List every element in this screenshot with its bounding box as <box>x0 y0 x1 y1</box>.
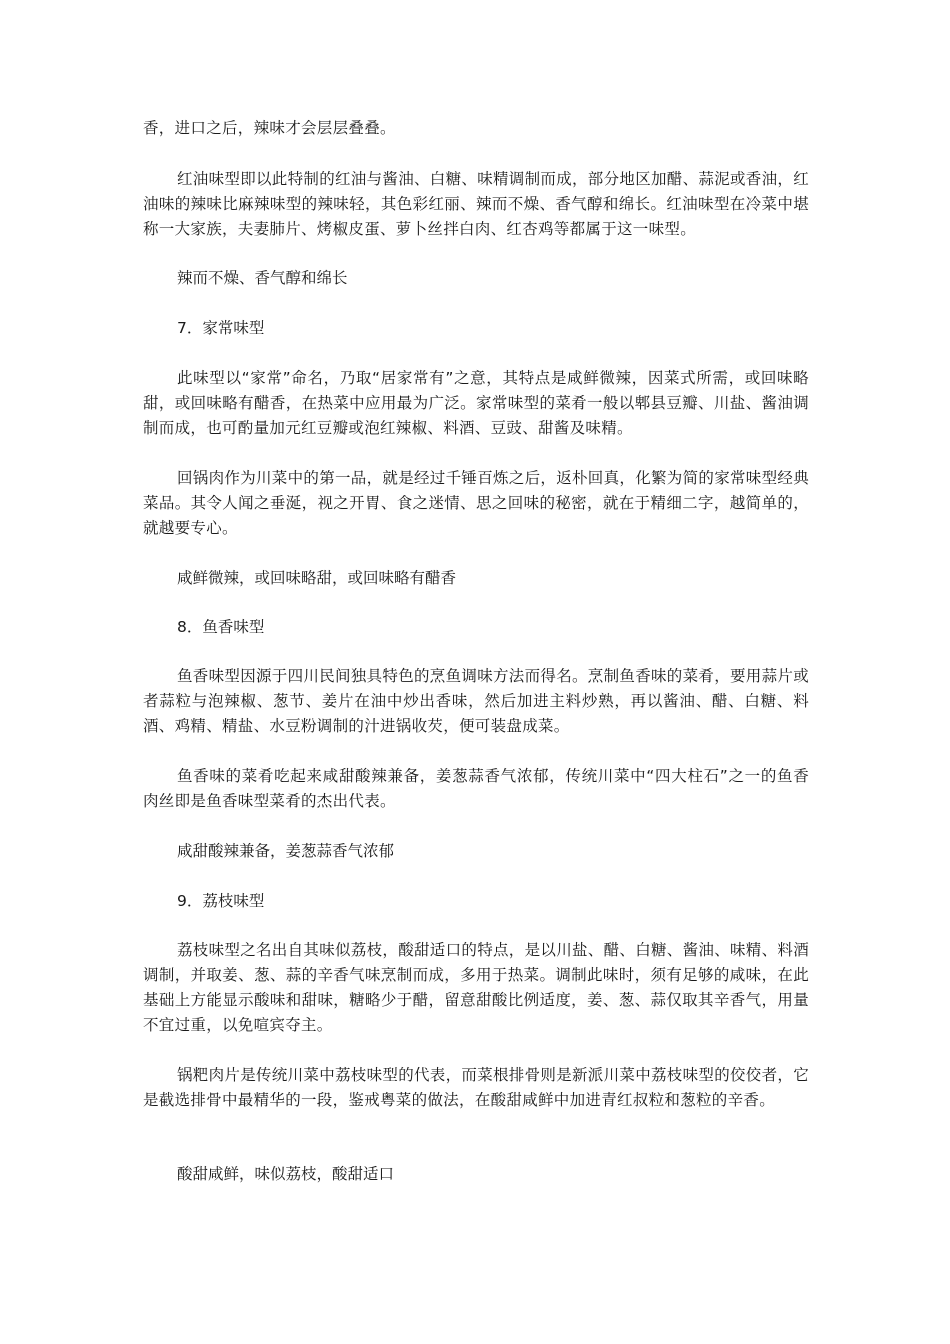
section-heading-7: 7．家常味型 <box>177 319 265 337</box>
section-heading-8: 8．鱼香味型 <box>177 618 265 636</box>
paragraph-jiachang-intro: 此味型以“家常”命名，乃取“居家常有”之意，其特点是咸鲜微辣，因菜式所需，或回味略甜，或回味略有醋香，在热菜中应用最为广泛。家常味型的菜肴一般以郫县豆瓣、川盐、酱油调制而成，也可酌量加元红豆瓣或泡红辣椒、料酒、豆豉、甜酱及味精。 <box>143 369 809 437</box>
summary-lizhi: 酸甜咸鲜，味似荔枝，酸甜适口 <box>177 1165 395 1183</box>
paragraph-yuxiang-rousi: 鱼香味的菜肴吃起来咸甜酸辣兼备，姜葱蒜香气浓郁，传统川菜中“四大柱石”之一的鱼香肉丝即是鱼香味型菜肴的杰出代表。 <box>143 767 809 810</box>
paragraph-continuation: 香，进口之后，辣味才会层层叠叠。 <box>143 119 396 137</box>
paragraph-huiguorou: 回锅肉作为川菜中的第一品，就是经过千锤百炼之后，返朴回真，化繁为简的家常味型经典菜品。其令人闻之垂涎，视之开胃、食之迷情、思之回味的秘密，就在于精细二字，越简单的，就越要专心。 <box>143 469 810 537</box>
summary-hongyou: 辣而不燥、香气醇和绵长 <box>177 269 348 287</box>
summary-yuxiang: 咸甜酸辣兼备，姜葱蒜香气浓郁 <box>177 842 395 860</box>
section-heading-9: 9．荔枝味型 <box>177 892 265 910</box>
paragraph-lizhi-intro: 荔枝味型之名出自其味似荔枝，酸甜适口的特点，是以川盐、醋、白糖、酱油、味精、料酒调制，并取姜、葱、蒜的辛香气味烹制而成，多用于热菜。调制此味时，须有足够的咸味，在此基础上方能显示酸味和甜味，糖略少于醋，留意甜酸比例适度，姜、葱、蒜仅取其辛香气，用量不宜过重，以免喧宾夺主。 <box>143 941 810 1034</box>
paragraph-hongyou-intro: 红油味型即以此特制的红油与酱油、白糖、味精调制而成，部分地区加醋、蒜泥或香油，红油味的辣味比麻辣味型的辣味轻，其色彩红丽、辣而不燥、香气醇和绵长。红油味型在冷菜中堪称一大家族，夫妻肺片、烤椒皮蛋、萝卜丝拌白肉、红杏鸡等都属于这一味型。 <box>143 170 810 238</box>
paragraph-yuxiang-intro: 鱼香味型因源于四川民间独具特色的烹鱼调味方法而得名。烹制鱼香味的菜肴，要用蒜片或者蒜粒与泡辣椒、葱节、姜片在油中炒出香味，然后加进主料炒熟，再以酱油、醋、白糖、料酒、鸡精、精盐、水豆粉调制的汁进锅收芡，便可装盘成菜。 <box>143 667 810 735</box>
paragraph-guoba-roupian: 锅粑肉片是传统川菜中荔枝味型的代表，而菜根排骨则是新派川菜中荔枝味型的佼佼者，它是截选排骨中最精华的一段，鉴戒粤菜的做法，在酸甜咸鲜中加进青红叔粒和葱粒的辛香。 <box>143 1066 810 1109</box>
summary-jiachang: 咸鲜微辣，或回味略甜，或回味略有醋香 <box>177 569 457 587</box>
